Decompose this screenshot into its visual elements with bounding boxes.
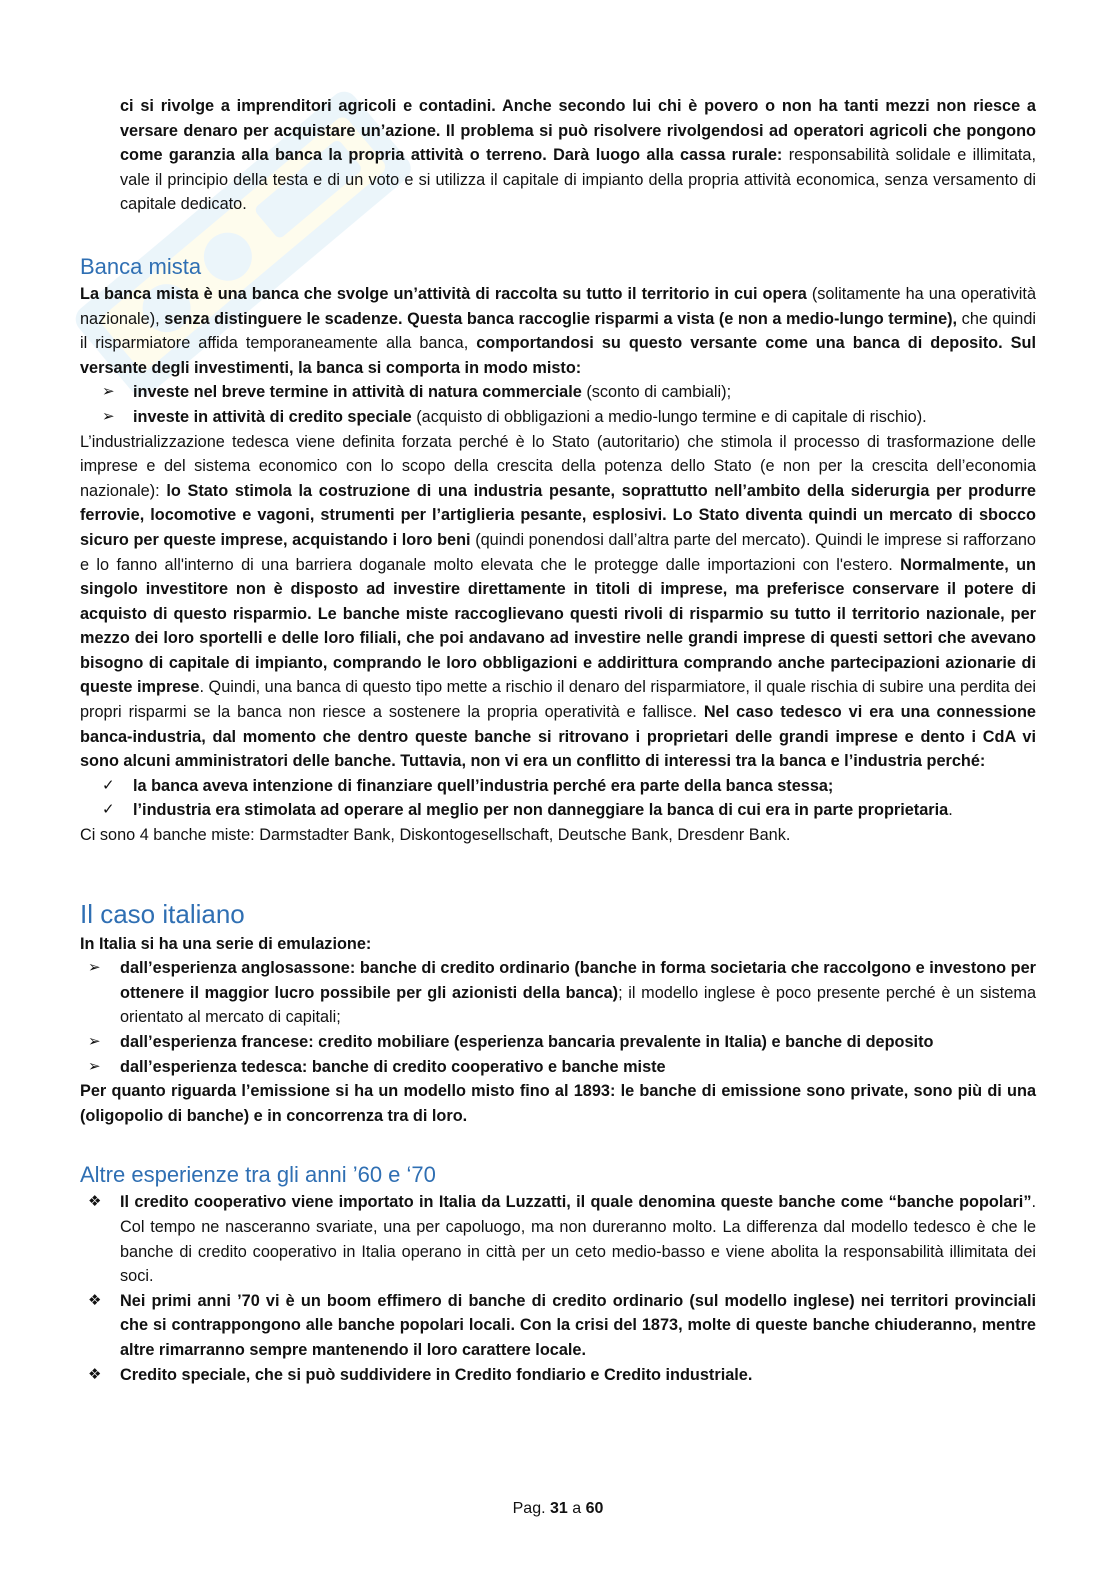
list-item: ❖ Il credito cooperativo viene importato in Italia da Luzzatti, il quale denomina queste banche come “banche popolari”. Col tempo ne nasceranno svariate, una per capoluogo, ma non dureranno molto. La differenza dal modello tedesco è che le banche di credito cooperativo in Italia operano in città per un ceto medio-basso e viene abolita la responsabilità illimitata dei soci.: [80, 1190, 1036, 1288]
check-bullet-icon: ✓: [102, 801, 115, 819]
caso-italiano-outro: Per quanto riguarda l’emissione si ha un modello misto fino al 1893: le banche di emissione sono private, sono più di una (oligopolio di banche) e in concorrenza tra di loro.: [80, 1082, 1036, 1125]
list-item: ❖ Nei primi anni ’70 vi è un boom effimero di banche di credito ordinario (sul modello inglese) nei territori provinciali che si contrappongono alle banche popolari locali. Con la crisi del 1873, molte di queste banche chiuderanno, mentre altre rimarranno sempre mantenendo il loro carattere locale.: [80, 1289, 1036, 1363]
list-item: ✓ la banca aveva intenzione di finanziare quell’industria perché era parte della banca stessa;: [80, 774, 1036, 799]
check-bullet-icon: ✓: [102, 776, 115, 794]
list-item: ➢ dall’esperienza tedesca: banche di credito cooperativo e banche miste: [80, 1055, 1036, 1080]
arrow-bullet-icon: ➢: [88, 959, 101, 977]
investment-list: [80, 380, 1036, 429]
conflict-list: [80, 774, 1036, 823]
diamond-bullet-icon: ❖: [88, 1365, 102, 1383]
page-footer: Pag. 31 a 60: [512, 1500, 604, 1517]
emulation-list: [80, 956, 1036, 1079]
arrow-bullet-icon: ➢: [88, 1033, 101, 1050]
banca-mista-paragraph-1: La banca mista è una banca che svolge un’attività di raccolta su tutto il territorio in cui opera (solitamente ha una operatività nazionale), senza distinguere le scadenze. Questa banca raccoglie risparmi a vista (e non a medio-lungo termine), che quindi il risparmiatore affida temporaneamente alla banca, comportandosi su questo versante come una banca di deposito. Sul versante degli investimenti, la banca si comporta in modo misto:: [80, 284, 1037, 377]
arrow-bullet-icon: ➢: [102, 383, 115, 401]
list-item: ✓ l’industria era stimolata ad operare al meglio per non danneggiare la banca di cui era in parte proprietaria.: [80, 798, 1036, 823]
heading-caso-italiano: Il caso italiano: [80, 898, 245, 929]
list-item: ➢ investe in attività di credito speciale (acquisto di obbligazioni a medio-lungo termine e di capitale di rischio).: [80, 405, 1036, 430]
intro-paragraph: ci si rivolge a imprenditori agricoli e contadini. Anche secondo lui chi è povero o non ha tanti mezzi non riesce a versare denaro per acquistare un’azione. Il problema si può risolvere rivolgendosi ad operatori agricoli che pongono come garanzia alla banca la propria attività o terreno. Darà luogo alla cassa rurale: responsabilità solidale e illimitata, vale il principio della testa e di un voto e si utilizza il capitale di impianto della propria attività economica, senza versamento di capitale dedicato.: [120, 97, 1037, 214]
document-body: [80, 94, 1036, 1387]
heading-banca-mista: Banca mista: [80, 253, 202, 279]
arrow-bullet-icon: ➢: [88, 1057, 101, 1075]
list-item: ❖ Credito speciale, che si può suddividere in Credito fondiario e Credito industriale.: [80, 1363, 1036, 1388]
caso-italiano-intro: In Italia si ha una serie di emulazione:: [80, 934, 372, 953]
list-item: ➢ dall’esperienza anglosassone: banche di credito ordinario (banche in forma societaria che raccolgono e investono per ottenere il maggior lucro possibile per gli azionisti della banca); il modello inglese è poco presente perché è un sistema orientato al mercato di capitali;: [80, 956, 1036, 1030]
altre-esperienze-list: [80, 1190, 1036, 1387]
banca-mista-paragraph-2: L’industrializzazione tedesca viene definita forzata perché è lo Stato (autoritario) che stimola il processo di trasformazione delle imprese e del sistema economico con lo scopo della crescita della potenza dello Stato (e non per la crescita dell’economia nazionale): lo Stato stimola la costruzione di una industria pesante, soprattutto nell’ambito della siderurgia per produrre ferrovie, locomotive e vagoni, strumenti per l’artiglieria pesante, esplosivi. Lo Stato diventa quindi un mercato di sbocco sicuro per queste imprese, acquistando i loro beni (quindi ponendosi dall’altra parte del mercato). Quindi le imprese si rafforzano e lo fanno all'interno di una barriera doganale molto elevata che le protegge dalle importazioni con l'estero. Normalmente, un singolo investitore non è disposto ad investire direttamente in titoli di imprese, ma preferisce conservare il potere di acquisto di questo risparmio. Le banche miste raccoglievano questi rivoli di risparmio su tutto il territorio nazionale, per mezzo dei loro sportelli e delle loro filiali, che poi andavano ad investire nelle grandi imprese di questi settori che avevano bisogno di capitale di impianto, comprando le loro obbligazioni e addirittura comprando anche partecipazioni azionarie di queste imprese. Quindi, una banca di questo tipo mette a rischio il denaro del risparmiatore, il quale rischia di subire una perdita dei propri risparmi se la banca non riesce a sostenere la propria operatività e fallisce. Nel caso tedesco vi era una connessione banca-industria, dal momento che dentro queste banche si ritrovano i proprietari delle grandi imprese e dento i CdA vi sono alcuni amministratori delle banche. Tuttavia, non vi era un conflitto di interessi tra la banca e l’industria perché:: [80, 432, 1036, 771]
arrow-bullet-icon: ➢: [102, 407, 115, 425]
current-page-number: 31: [549, 1500, 568, 1517]
diamond-bullet-icon: ❖: [88, 1193, 102, 1211]
banche-miste-names: Ci sono 4 banche miste: Darmstadter Bank, Diskontogesellschaft, Deutsche Bank, Dresdenr Bank.: [80, 826, 791, 845]
total-page-count: 60: [585, 1500, 604, 1517]
diamond-bullet-icon: ❖: [88, 1291, 102, 1309]
list-item: ➢ investe nel breve termine in attività di natura commerciale (sconto di cambiali);: [80, 380, 1036, 405]
heading-altre-esperienze: Altre esperienze tra gli anni ’60 e ‘70: [80, 1162, 436, 1188]
list-item: ➢ dall’esperienza francese: credito mobiliare (esperienza bancaria prevalente in Italia) e banche di deposito: [80, 1030, 1036, 1055]
